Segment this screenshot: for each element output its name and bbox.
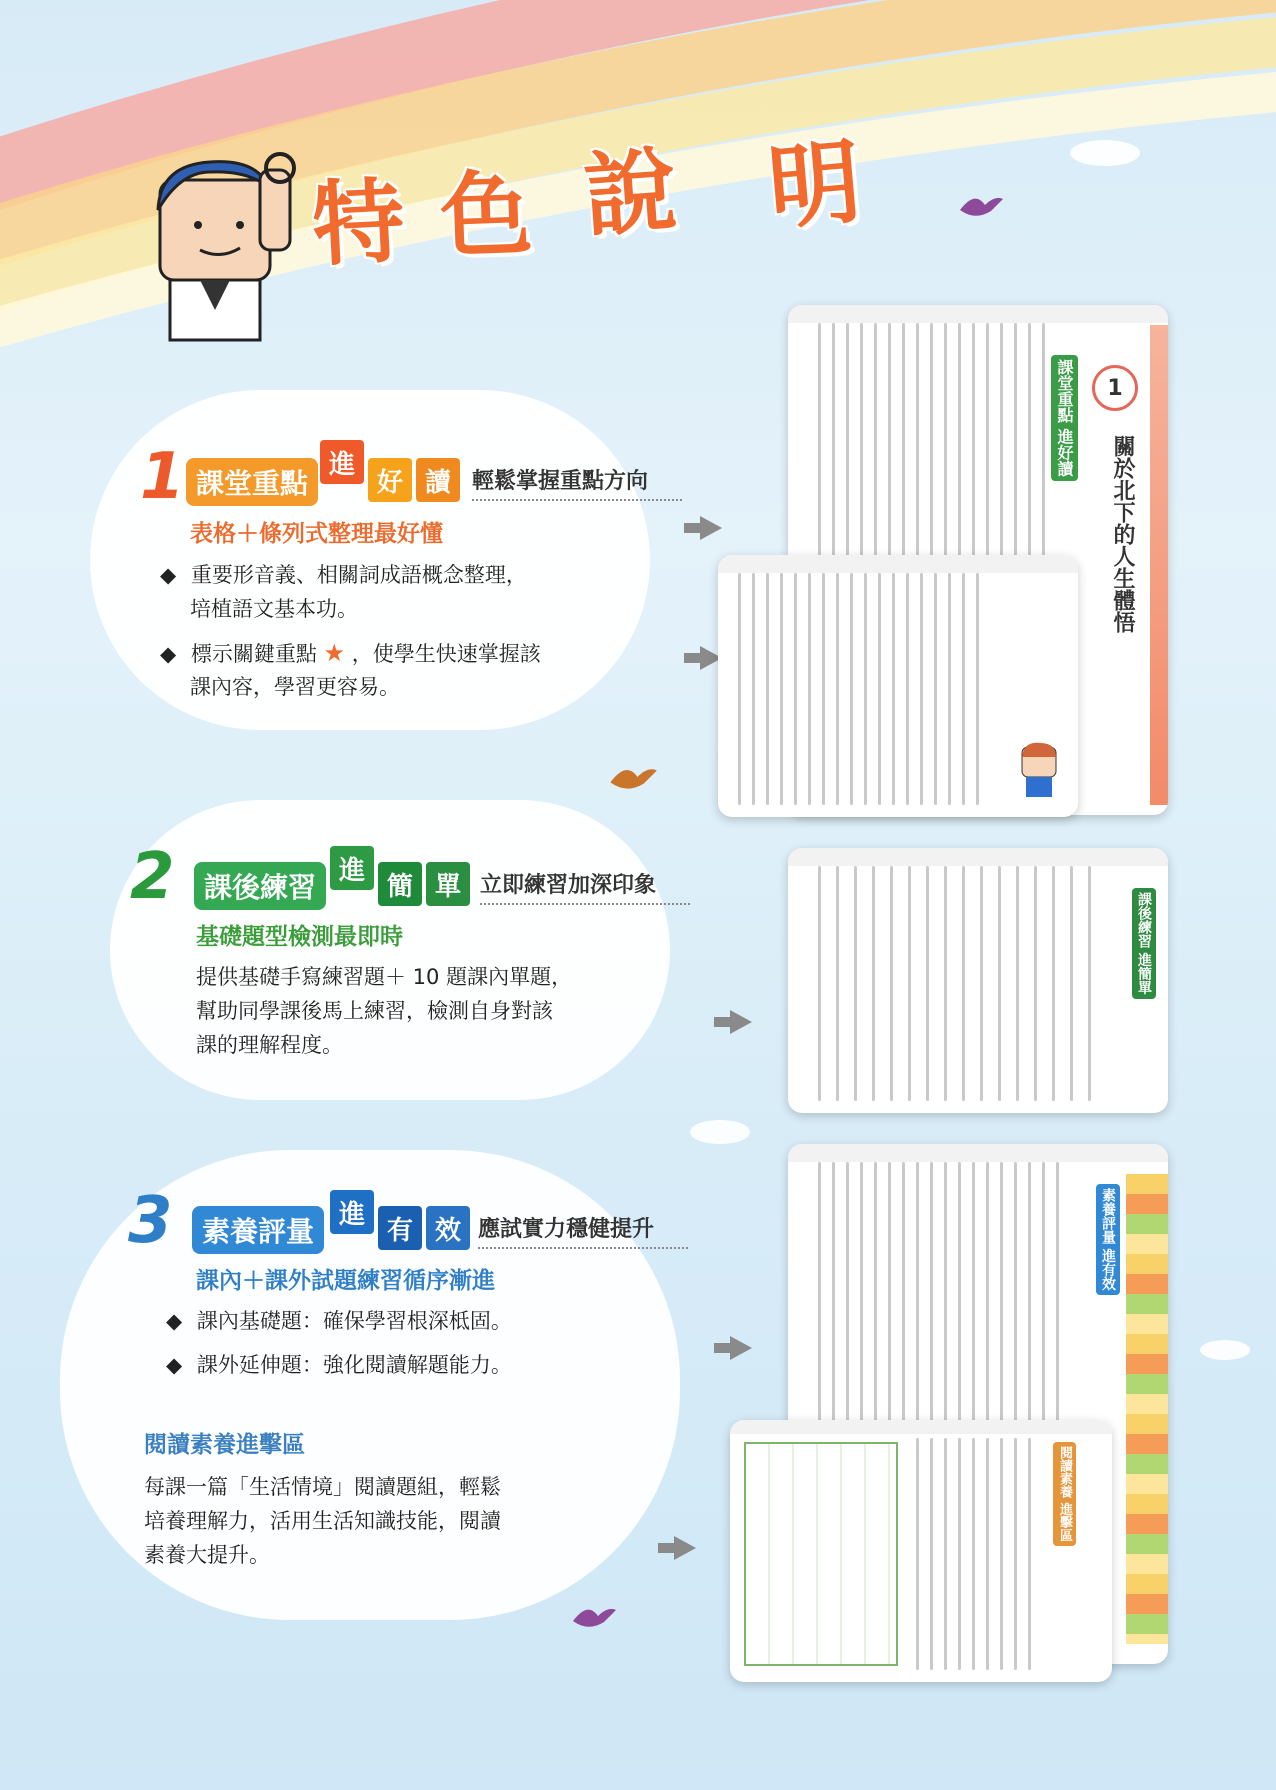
section-3-bullet-2: [166, 1348, 512, 1382]
section-3-tag: 素養評量: [192, 1206, 324, 1254]
arrow-icon: [674, 1536, 696, 1560]
text-lines: [730, 1420, 1112, 1682]
bullet-mark: ◆: [160, 642, 177, 666]
section-heading: 素養評量 進有效: [1096, 1184, 1120, 1295]
section-heading: 課後練習 進簡單: [1132, 888, 1156, 999]
bird-icon: [605, 755, 659, 799]
bullet-mark: ◆: [166, 1309, 183, 1333]
section-3-tagline: 應試實力穩健提升: [478, 1212, 688, 1249]
title-char-2: 色: [438, 160, 535, 271]
section-2-block-3: 單: [426, 862, 470, 906]
section-2-tag: 課後練習: [194, 862, 326, 910]
section-3-subhead: 課內＋課外試題練習循序漸進: [196, 1268, 495, 1294]
section-3-block-1: 進: [330, 1190, 374, 1234]
arrow-icon: [700, 516, 722, 540]
section-2-block-2: 簡: [378, 862, 422, 906]
reading-zone-line-1: 每課一篇「生活情境」閱讀題組，輕鬆: [144, 1475, 501, 1499]
section-2-number: 2: [130, 840, 175, 914]
section-heading: 課堂重點 進好讀: [1051, 355, 1078, 481]
lesson-number: 1: [1107, 375, 1123, 401]
section-2-line-2: 幫助同學課後馬上練習，檢測自身對該: [196, 999, 553, 1023]
arrow-icon: [730, 1336, 752, 1360]
bullet-text: 課外延伸題：強化閱讀解題能力。: [196, 1353, 512, 1377]
cloud: [690, 1120, 750, 1144]
bird-icon: [955, 185, 1005, 225]
bullet-mark: ◆: [166, 1353, 183, 1377]
section-1-bullet-2-cont: 課內容，學習更容易。: [190, 675, 400, 699]
section-2-line-1: 提供基礎手寫練習題＋ 10 題課內單題，: [196, 965, 573, 989]
reading-zone-line-2: 培養理解力，活用生活知識技能，閱讀: [144, 1509, 501, 1533]
title-char-1: 特: [309, 167, 408, 280]
section-1-bullet-1-cont: 培植語文基本功。: [190, 597, 358, 621]
section-1-block-1: 進: [320, 440, 364, 484]
section-1-block-2: 好: [368, 458, 412, 502]
star-icon: ★: [323, 639, 346, 667]
mascot-icon: [1014, 739, 1064, 799]
section-1-tagline: 輕鬆掌握重點方向: [472, 464, 682, 501]
section-heading: 閱讀素養 進擊區: [1053, 1442, 1076, 1546]
bird-icon: [568, 1596, 618, 1636]
bullet-text: 標示關鍵重點: [190, 642, 317, 666]
reading-zone-heading: 閱讀素養進擊區: [144, 1432, 305, 1458]
section-3-block-2: 有: [378, 1206, 422, 1250]
section-2-tagline: 立即練習加深印象: [480, 868, 690, 905]
mockup-practice-page: [788, 848, 1168, 1113]
cloud: [1070, 140, 1140, 166]
section-1-bullet-2: [160, 636, 541, 671]
arrow-icon: [730, 1010, 752, 1034]
section-1-subhead: 表格＋條列式整理最好懂: [190, 521, 443, 547]
text-lines: [788, 848, 1168, 1113]
section-1-block-3: 讀: [416, 458, 460, 502]
lesson-title: 關於北下的人生體悟: [1110, 435, 1135, 633]
cloud: [1200, 1340, 1250, 1360]
reading-zone-line-3: 素養大提升。: [144, 1543, 270, 1567]
title-char-4: 明: [764, 128, 866, 243]
section-2-line-3: 課的理解程度。: [196, 1033, 343, 1057]
bullet-text: 重要形音義、相關詞成語概念整理，: [190, 563, 527, 587]
mockup-reading-page: [730, 1420, 1112, 1682]
bullet-text: 課內基礎題：確保學習根深柢固。: [196, 1309, 512, 1333]
bullet-text: ，使學生快速掌握該: [351, 642, 541, 666]
mockup-notes-page: [718, 555, 1078, 817]
section-1-number: 1: [140, 440, 185, 514]
mascot-character: [140, 150, 310, 350]
bullet-mark: ◆: [160, 563, 177, 587]
section-2-block-1: 進: [330, 846, 374, 890]
section-1-tag: 課堂重點: [186, 458, 318, 506]
section-3-block-3: 效: [426, 1206, 470, 1250]
section-1-bullet-1: [160, 558, 527, 592]
section-2-subhead: 基礎題型檢測最即時: [196, 924, 403, 950]
section-3-number: 3: [128, 1184, 173, 1258]
title-char-3: 說: [580, 136, 681, 251]
section-3-bullet-1: [166, 1304, 512, 1338]
